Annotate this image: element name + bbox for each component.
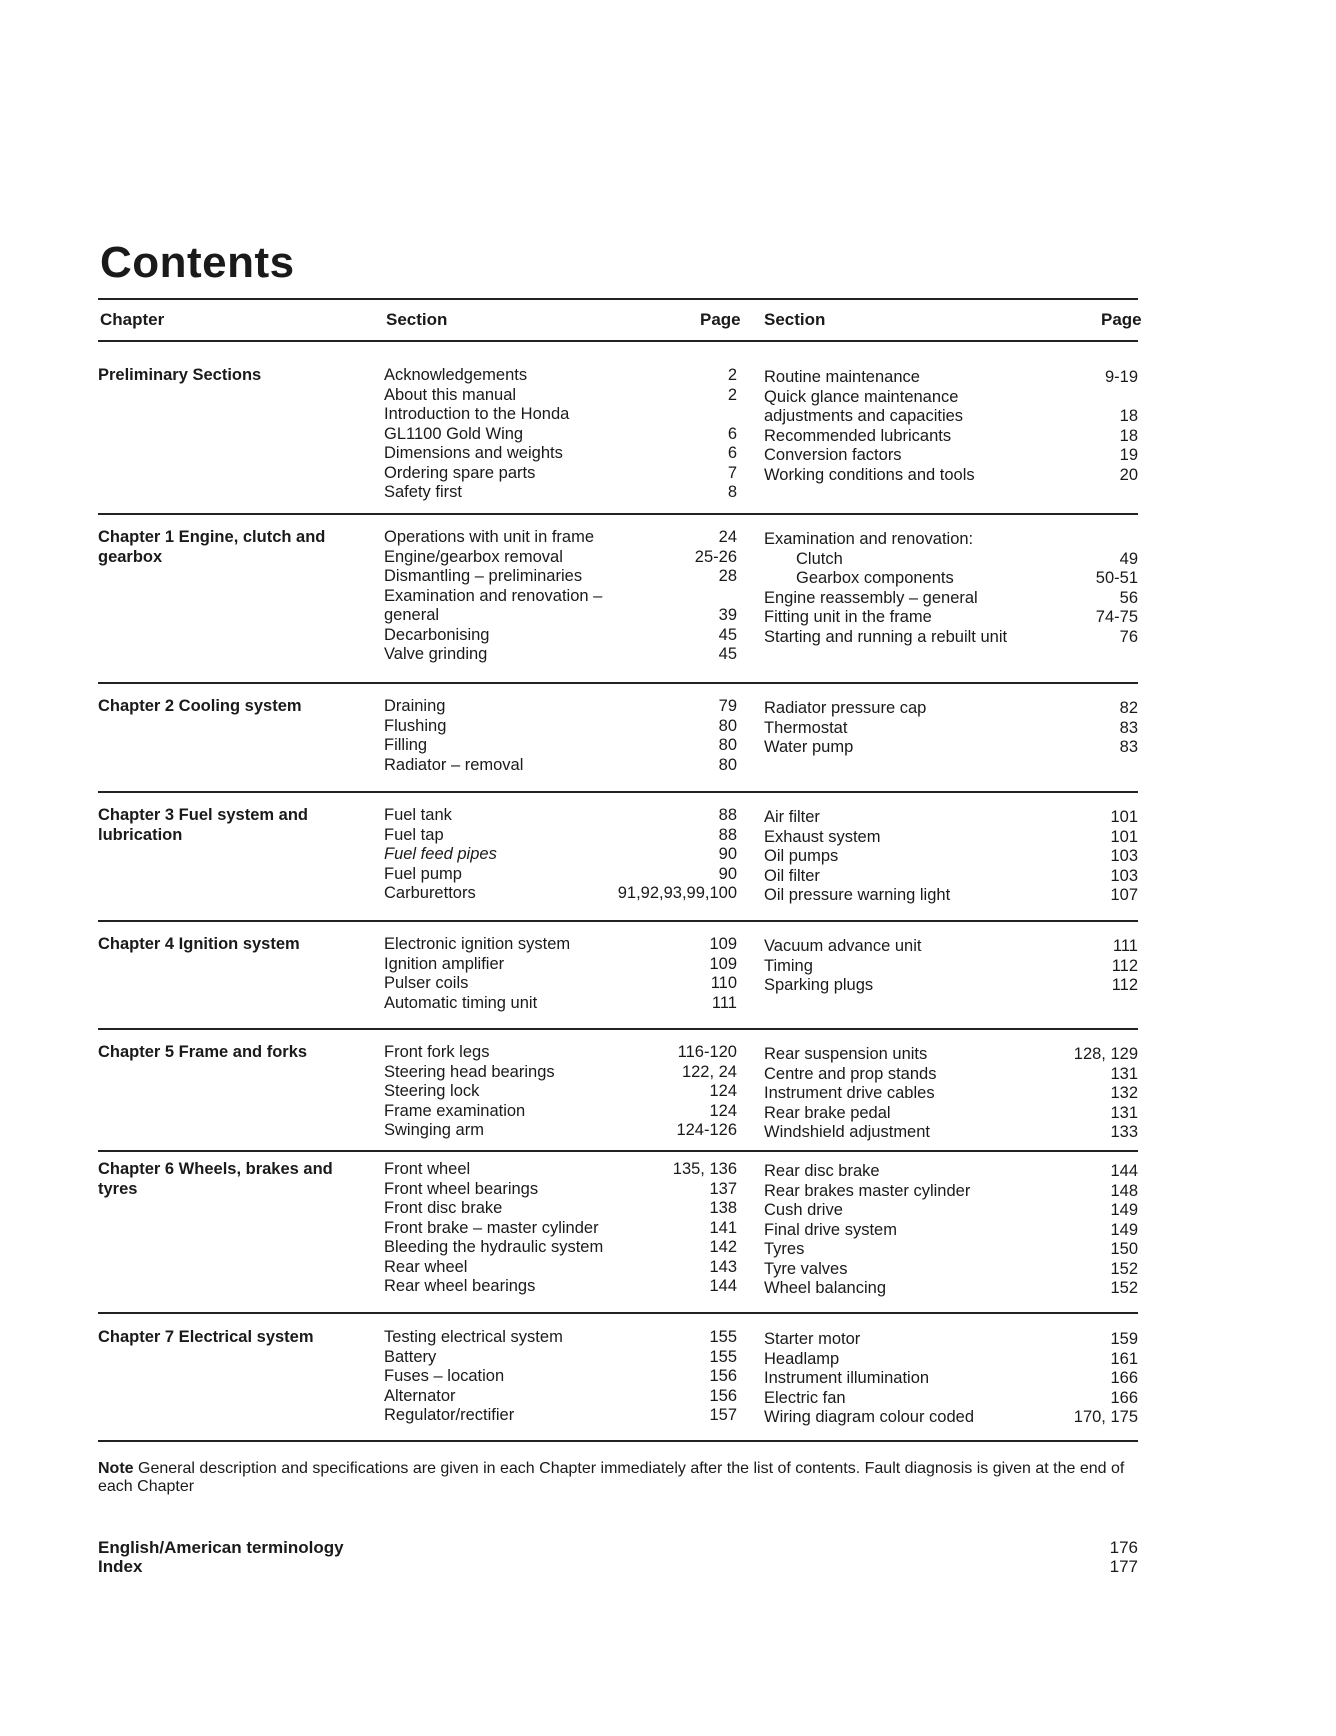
toc-entry-page: 80	[718, 716, 737, 735]
header-bottom-rule	[98, 340, 1138, 342]
toc-entry[interactable]	[764, 446, 1138, 466]
toc-entry[interactable]	[384, 444, 737, 464]
toc-entry[interactable]	[764, 1260, 1138, 1280]
toc-entry[interactable]	[764, 937, 1138, 957]
toc-entry[interactable]	[384, 1063, 737, 1083]
toc-entry-page: 157	[709, 1406, 737, 1424]
toc-entry-page: 80	[718, 755, 737, 774]
toc-entry-page: 166	[1110, 1388, 1138, 1407]
toc-entry[interactable]	[384, 626, 737, 646]
toc-entry-page: 8	[727, 483, 737, 501]
toc-entry-label: Steering head bearings	[384, 1062, 555, 1081]
toc-entry-label: Examination and renovation:	[764, 530, 974, 548]
toc-entry-page: 111	[1112, 937, 1138, 955]
toc-entry-label: Dimensions and weights	[384, 444, 563, 462]
toc-entry-page: 141	[709, 1218, 737, 1237]
toc-entry-label: Rear wheel bearings	[384, 1277, 536, 1295]
toc-entry-page: 131	[1110, 1103, 1138, 1122]
toc-entry-page: 166	[1110, 1369, 1138, 1387]
toc-entry-label: Radiator – removal	[384, 755, 524, 774]
toc-entry-label: Radiator pressure cap	[764, 699, 927, 717]
toc-entry-label: Front wheel	[384, 1160, 471, 1178]
toc-entry-page: 112	[1111, 956, 1138, 975]
chapter-title: Preliminary Sections	[98, 366, 262, 384]
toc-entry-page: 103	[1110, 866, 1138, 885]
toc-entry[interactable]	[384, 935, 737, 955]
toc-entry[interactable]	[764, 1104, 1138, 1124]
toc-entry-label: Windshield adjustment	[764, 1123, 930, 1141]
toc-entry-page: 101	[1110, 808, 1138, 826]
toc-entry[interactable]	[764, 1162, 1138, 1182]
toc-entry[interactable]	[764, 589, 1138, 609]
toc-entry[interactable]	[764, 867, 1138, 887]
section-column-a	[384, 1328, 737, 1426]
toc-entry-label: general	[384, 606, 440, 624]
toc-entry-page: 2	[727, 366, 737, 384]
chapter-title: Chapter 5 Frame and forks	[98, 1043, 308, 1061]
toc-entry[interactable]	[384, 548, 737, 568]
toc-entry-page: 2	[727, 385, 737, 404]
block-divider	[98, 920, 1138, 922]
toc-entry-label: Operations with unit in frame	[384, 528, 595, 546]
toc-entry[interactable]	[764, 608, 1138, 628]
chapter-title: Chapter 3 Fuel system and lubrication	[98, 806, 308, 844]
toc-entry-label: Safety first	[384, 483, 462, 501]
toc-entry[interactable]	[384, 425, 737, 445]
footer-entry[interactable]	[98, 1557, 1138, 1577]
toc-entry-label: Rear wheel	[384, 1257, 468, 1276]
toc-entry-page: 149	[1110, 1201, 1138, 1219]
block-divider	[98, 682, 1138, 684]
toc-entry[interactable]	[384, 1043, 737, 1063]
toc-entry-page: 88	[718, 825, 737, 844]
toc-entry[interactable]	[764, 569, 1138, 589]
toc-entry-label: Front disc brake	[384, 1199, 503, 1217]
toc-entry[interactable]	[384, 736, 737, 756]
toc-entry-page: 111	[711, 993, 737, 1012]
toc-entry[interactable]	[384, 994, 737, 1014]
header-top-rule	[98, 298, 1138, 300]
header-page-b: Page	[1101, 310, 1142, 329]
toc-entry-page: 18	[1119, 426, 1138, 445]
block-divider	[98, 1440, 1138, 1442]
toc-entry-label: Tyres	[764, 1240, 805, 1258]
toc-entry-label: Conversion factors	[764, 446, 902, 464]
toc-entry[interactable]	[384, 386, 737, 406]
chapter-title: Chapter 6 Wheels, brakes and tyres	[98, 1160, 333, 1198]
toc-entry-label: Battery	[384, 1347, 437, 1366]
toc-entry-page: 155	[709, 1347, 737, 1366]
toc-entry-label: Water pump	[764, 738, 854, 756]
toc-entry-page: 137	[709, 1179, 737, 1198]
block-divider	[98, 1028, 1138, 1030]
toc-entry-label: Ordering spare parts	[384, 463, 536, 482]
toc-entry-page: 6	[727, 444, 737, 462]
toc-entry[interactable]	[384, 606, 737, 626]
toc-entry-page: 50-51	[1095, 569, 1138, 587]
note-text: General description and specifications are given in each Chapter immediately after the list of contents. Fault diagnosis is given at the end of each Chapter	[98, 1460, 1125, 1495]
toc-entry-label: Front fork legs	[384, 1043, 490, 1061]
toc-entry[interactable]	[384, 865, 737, 885]
toc-entry[interactable]	[384, 1387, 737, 1407]
toc-entry[interactable]	[764, 368, 1138, 388]
toc-entry[interactable]	[764, 1350, 1138, 1370]
toc-entry-page: 143	[709, 1257, 737, 1276]
section-column-a	[384, 697, 737, 775]
toc-entry[interactable]	[384, 1219, 737, 1239]
toc-entry[interactable]	[384, 1258, 737, 1278]
toc-entry-page: 144	[709, 1277, 737, 1295]
toc-entry[interactable]	[384, 366, 737, 386]
toc-entry-label: Regulator/rectifier	[384, 1406, 515, 1424]
section-column-b	[764, 368, 1138, 485]
toc-entry-label: Timing	[764, 956, 813, 975]
toc-entry[interactable]	[384, 528, 737, 548]
toc-entry-label: Wheel balancing	[764, 1279, 886, 1297]
toc-entry-label: Recommended lubricants	[764, 426, 952, 445]
toc-entry-label: Fitting unit in the frame	[764, 608, 932, 626]
toc-entry-page: 152	[1110, 1259, 1138, 1278]
toc-entry-label: Oil pressure warning light	[764, 886, 951, 904]
toc-entry-label: Working conditions and tools	[764, 465, 975, 484]
toc-entry-page: 19	[1119, 446, 1138, 464]
toc-entry-page: 24	[718, 528, 737, 546]
toc-entry-label: Fuel feed pipes	[384, 845, 497, 863]
toc-entry-label: Starter motor	[764, 1330, 861, 1348]
header-page-a: Page	[700, 310, 741, 329]
toc-entry[interactable]	[384, 483, 737, 503]
section-column-b	[764, 1162, 1138, 1299]
toc-entry[interactable]	[764, 1240, 1138, 1260]
toc-entry-page: 124	[709, 1101, 737, 1120]
toc-entry-page: 45	[718, 645, 737, 663]
toc-entry-page: 156	[709, 1367, 737, 1385]
toc-entry[interactable]	[384, 587, 737, 607]
toc-entry-label: Cush drive	[764, 1201, 843, 1219]
toc-entry[interactable]	[384, 567, 737, 587]
footer-entry-page: 177	[1109, 1557, 1138, 1576]
toc-entry[interactable]	[384, 1328, 737, 1348]
toc-entry[interactable]	[764, 886, 1138, 906]
section-column-b	[764, 808, 1138, 906]
toc-entry[interactable]	[764, 808, 1138, 828]
toc-entry[interactable]	[764, 530, 1138, 550]
toc-entry[interactable]	[384, 1406, 737, 1426]
toc-entry[interactable]	[764, 1369, 1138, 1389]
toc-entry-page: 155	[709, 1328, 737, 1346]
toc-entry-label: Steering lock	[384, 1082, 480, 1100]
toc-entry[interactable]	[764, 1182, 1138, 1202]
toc-entry-label: Automatic timing unit	[384, 993, 538, 1012]
toc-entry-label: Instrument drive cables	[764, 1084, 935, 1102]
toc-entry-label: Front wheel bearings	[384, 1179, 539, 1198]
toc-entry-label: Fuel tap	[384, 825, 444, 844]
toc-entry[interactable]	[764, 1330, 1138, 1350]
toc-entry[interactable]	[764, 1279, 1138, 1299]
toc-entry-label: Electric fan	[764, 1388, 846, 1407]
section-column-a	[384, 935, 737, 1013]
toc-entry-label: Ignition amplifier	[384, 954, 505, 973]
toc-entry-label: Sparking plugs	[764, 976, 874, 994]
toc-entry-label: Clutch	[796, 549, 843, 568]
toc-entry[interactable]	[764, 1221, 1138, 1241]
toc-entry-page: 124	[709, 1082, 737, 1100]
toc-entry-label: Final drive system	[764, 1220, 897, 1239]
toc-entry-page: 131	[1110, 1064, 1138, 1083]
toc-entry[interactable]	[764, 427, 1138, 447]
page-title: Contents	[100, 238, 295, 287]
toc-entry-label: Fuses – location	[384, 1367, 505, 1385]
toc-entry-label: Testing electrical system	[384, 1328, 563, 1346]
toc-entry-page: 109	[709, 954, 737, 973]
toc-entry-label: Pulser coils	[384, 974, 469, 992]
toc-entry-page: 103	[1110, 847, 1138, 865]
toc-entry-page: 128, 129	[1073, 1045, 1138, 1063]
toc-entry-page: 80	[718, 736, 737, 754]
toc-entry-label: Thermostat	[764, 718, 848, 737]
note	[98, 1460, 1138, 1496]
toc-entry-page: 18	[1119, 407, 1138, 425]
toc-entry-page: 25-26	[694, 547, 737, 566]
toc-entry[interactable]	[384, 1102, 737, 1122]
toc-entry-page: 6	[727, 424, 737, 443]
toc-entry-page: 79	[718, 697, 737, 715]
toc-entry-page: 28	[718, 567, 737, 585]
toc-entry-label: Engine reassembly – general	[764, 588, 978, 607]
section-column-a	[384, 528, 737, 665]
toc-entry-page: 150	[1110, 1240, 1138, 1258]
toc-entry[interactable]	[764, 699, 1138, 719]
toc-entry-label: Flushing	[384, 716, 447, 735]
toc-entry-label: Oil pumps	[764, 847, 839, 865]
toc-entry[interactable]	[384, 464, 737, 484]
toc-entry[interactable]	[764, 1389, 1138, 1409]
chapter-title: Chapter 2 Cooling system	[98, 697, 302, 715]
toc-entry-page: 7	[727, 463, 737, 482]
toc-entry-label: About this manual	[384, 385, 517, 404]
toc-entry-page: 88	[718, 806, 737, 824]
toc-entry-label: Quick glance maintenance	[764, 387, 959, 406]
toc-entry-page: 90	[718, 864, 737, 883]
toc-entry[interactable]	[764, 407, 1138, 427]
toc-entry[interactable]	[384, 1199, 737, 1219]
footer-entry-label: Index	[98, 1557, 143, 1576]
section-column-a	[384, 806, 737, 904]
toc-entry[interactable]	[764, 847, 1138, 867]
toc-entry-label: Vacuum advance unit	[764, 937, 922, 955]
toc-entry-page: 101	[1110, 827, 1138, 846]
toc-entry-label: Engine/gearbox removal	[384, 547, 563, 566]
header-chapter: Chapter	[100, 310, 165, 329]
footer-entry[interactable]	[98, 1538, 1138, 1558]
toc-entry[interactable]	[384, 1348, 737, 1368]
chapter-title: Chapter 4 Ignition system	[98, 935, 300, 953]
toc-entry-page: 83	[1119, 738, 1138, 756]
footer-entry-label: English/American terminology	[98, 1538, 344, 1557]
header-section-b: Section	[764, 310, 826, 329]
toc-entry-label: Dismantling – preliminaries	[384, 567, 583, 585]
toc-entry-page: 148	[1110, 1181, 1138, 1200]
toc-entry-label: Rear disc brake	[764, 1162, 880, 1180]
toc-entry-page: 170, 175	[1073, 1408, 1138, 1426]
toc-entry-label: Centre and prop stands	[764, 1064, 937, 1083]
toc-entry[interactable]	[764, 1084, 1138, 1104]
footer-entry-page: 176	[1109, 1538, 1138, 1557]
toc-entry-label: adjustments and capacities	[764, 407, 964, 425]
toc-entry-label: Swinging arm	[384, 1121, 484, 1139]
toc-entry[interactable]	[764, 976, 1138, 996]
toc-entry[interactable]	[384, 645, 737, 665]
section-column-a	[384, 1160, 737, 1297]
section-column-a	[384, 1043, 737, 1141]
block-divider	[98, 1150, 1138, 1152]
note-label: Note	[98, 1460, 134, 1477]
toc-entry[interactable]	[384, 845, 737, 865]
toc-entry[interactable]	[384, 697, 737, 717]
toc-entry-label: Filling	[384, 736, 428, 754]
toc-entry-page: 144	[1110, 1162, 1138, 1180]
section-column-b	[764, 530, 1138, 647]
toc-entry[interactable]	[764, 1123, 1138, 1143]
toc-entry[interactable]	[764, 719, 1138, 739]
toc-entry[interactable]	[384, 717, 737, 737]
toc-entry-label: Exhaust system	[764, 827, 881, 846]
toc-entry-page: 110	[710, 974, 737, 992]
toc-entry-label: Introduction to the Honda	[384, 405, 570, 423]
toc-entry[interactable]	[384, 826, 737, 846]
toc-entry-page: 82	[1119, 699, 1138, 717]
toc-entry[interactable]	[384, 806, 737, 826]
toc-entry-label: Instrument illumination	[764, 1369, 930, 1387]
toc-entry[interactable]	[384, 955, 737, 975]
toc-entry-page: 56	[1119, 588, 1138, 607]
toc-entry[interactable]	[384, 1277, 737, 1297]
toc-entry-page: 9-19	[1104, 368, 1138, 386]
block-divider	[98, 791, 1138, 793]
toc-entry-page: 135, 136	[672, 1160, 737, 1178]
toc-entry[interactable]	[764, 957, 1138, 977]
header-section-a: Section	[386, 310, 448, 329]
toc-entry-page: 124-126	[676, 1121, 737, 1139]
toc-entry-label: Bleeding the hydraulic system	[384, 1238, 604, 1256]
toc-entry-label: Decarbonising	[384, 625, 490, 644]
toc-entry-label: Front brake – master cylinder	[384, 1218, 599, 1237]
toc-entry[interactable]	[384, 1180, 737, 1200]
toc-entry[interactable]	[384, 884, 737, 904]
section-column-b	[764, 1330, 1138, 1428]
toc-entry-page: 76	[1119, 627, 1138, 646]
section-column-b	[764, 699, 1138, 758]
toc-entry-label: Routine maintenance	[764, 368, 920, 386]
toc-entry[interactable]	[764, 1201, 1138, 1221]
toc-entry-page: 74-75	[1095, 608, 1138, 626]
toc-entry[interactable]	[764, 1065, 1138, 1085]
toc-entry-page: 109	[709, 935, 737, 953]
toc-entry[interactable]	[384, 1367, 737, 1387]
toc-entry-label: Tyre valves	[764, 1259, 848, 1278]
toc-entry-label: Gearbox components	[796, 569, 954, 587]
chapter-title: Chapter 7 Electrical system	[98, 1328, 314, 1346]
toc-entry-label: Rear brakes master cylinder	[764, 1181, 971, 1200]
toc-entry-label: Draining	[384, 697, 446, 715]
toc-entry-page: 20	[1119, 465, 1138, 484]
toc-entry[interactable]	[384, 1121, 737, 1141]
toc-entry-label: Wiring diagram colour coded	[764, 1408, 975, 1426]
toc-entry-label: Rear suspension units	[764, 1045, 928, 1063]
toc-entry-label: Fuel tank	[384, 806, 452, 824]
toc-entry-label: Examination and renovation –	[384, 586, 603, 605]
toc-entry-page: 107	[1110, 886, 1138, 904]
toc-entry-page: 91,92,93,99,100	[617, 884, 737, 902]
toc-entry[interactable]	[764, 1408, 1138, 1428]
toc-entry-page: 45	[718, 625, 737, 644]
toc-entry-label: Acknowledgements	[384, 366, 528, 384]
block-divider	[98, 513, 1138, 515]
toc-entry-label: Headlamp	[764, 1349, 840, 1368]
toc-entry-label: Alternator	[384, 1386, 456, 1405]
toc-entry[interactable]	[764, 466, 1138, 486]
toc-entry-page: 152	[1110, 1279, 1138, 1297]
toc-entry-page: 132	[1110, 1084, 1138, 1102]
section-column-b	[764, 937, 1138, 996]
toc-entry[interactable]	[764, 628, 1138, 648]
toc-entry-label: Carburettors	[384, 884, 476, 902]
toc-entry-page: 122, 24	[681, 1062, 737, 1081]
toc-entry-page: 149	[1110, 1220, 1138, 1239]
section-column-a	[384, 366, 737, 503]
toc-entry-label: Starting and running a rebuilt unit	[764, 627, 1008, 646]
toc-entry[interactable]	[764, 388, 1138, 408]
toc-entry-page: 161	[1110, 1349, 1138, 1368]
block-divider	[98, 1312, 1138, 1314]
toc-entry-page: 49	[1119, 549, 1138, 568]
toc-entry-label: Valve grinding	[384, 645, 488, 663]
toc-entry-label: Rear brake pedal	[764, 1103, 891, 1122]
toc-entry-page: 138	[709, 1199, 737, 1217]
chapter-title: Chapter 1 Engine, clutch and gearbox	[98, 528, 326, 566]
toc-entry-page: 133	[1110, 1123, 1138, 1141]
toc-entry-page: 159	[1110, 1330, 1138, 1348]
toc-entry-page: 39	[718, 606, 737, 624]
toc-entry-label: Air filter	[764, 808, 820, 826]
toc-entry-label: Oil filter	[764, 866, 820, 885]
toc-entry-page: 112	[1111, 976, 1138, 994]
toc-entry-page: 156	[709, 1386, 737, 1405]
toc-entry[interactable]	[764, 550, 1138, 570]
toc-entry-label: Electronic ignition system	[384, 935, 571, 953]
toc-entry[interactable]	[384, 405, 737, 425]
toc-entry-page: 83	[1119, 718, 1138, 737]
section-column-b	[764, 1045, 1138, 1143]
toc-entry[interactable]	[384, 756, 737, 776]
toc-entry-page: 116-120	[677, 1043, 737, 1061]
toc-entry-label: Fuel pump	[384, 864, 462, 883]
toc-entry[interactable]	[384, 1238, 737, 1258]
toc-entry[interactable]	[764, 828, 1138, 848]
toc-entry-label: GL1100 Gold Wing	[384, 424, 524, 443]
toc-entry[interactable]	[764, 1045, 1138, 1065]
toc-entry[interactable]	[764, 738, 1138, 758]
toc-entry[interactable]	[384, 1160, 737, 1180]
toc-entry[interactable]	[384, 974, 737, 994]
toc-entry-page: 90	[718, 845, 737, 863]
toc-entry-label: Frame examination	[384, 1101, 526, 1120]
toc-entry[interactable]	[384, 1082, 737, 1102]
toc-entry-page: 142	[709, 1238, 737, 1256]
